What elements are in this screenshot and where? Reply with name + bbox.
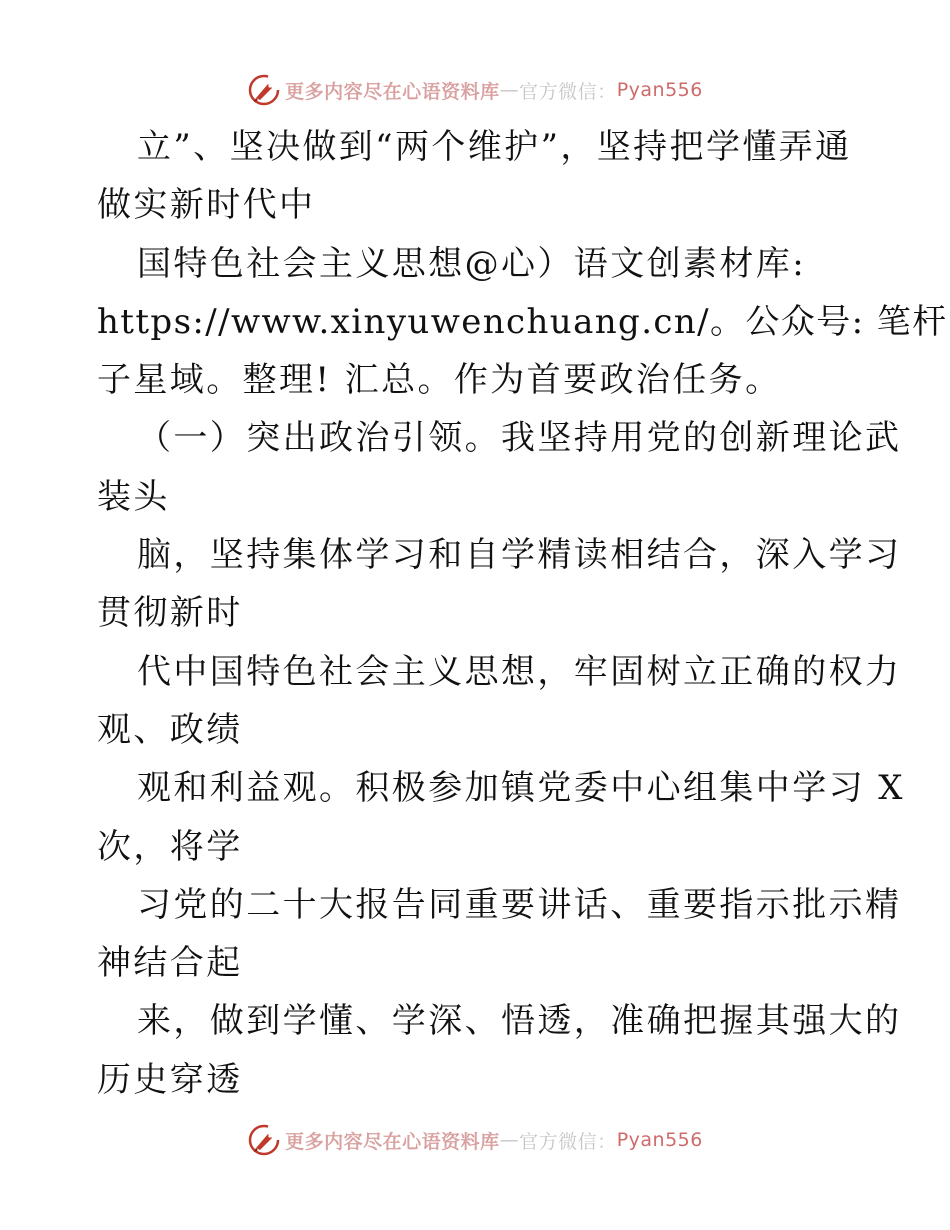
text-line: 做实新时代中 [97,185,316,226]
text-line: （一）突出政治引领。我坚持用党的创新理论武 [137,418,902,459]
text-line: 神结合起 [97,943,243,984]
text-line: 脑，坚持集体学习和自学精读相结合，深入学习 [137,535,902,576]
header-watermark [0,72,950,108]
pen-logo-icon [247,1123,281,1157]
pen-logo-icon [247,73,281,107]
text-line: 观和利益观。积极参加镇党委中心组集中学习 X [137,768,905,809]
text-line: 装头 [97,476,170,517]
watermark-wechat-id: Pyan556 [616,79,703,101]
footer-watermark [0,1122,950,1158]
watermark-contact: 官方微信： [519,80,617,103]
watermark-brand: 更多内容尽在心语资料库 [285,80,500,103]
text-line: 贯彻新时 [97,593,243,634]
text-line: 立”、坚决做到“两个维护”，坚持把学懂弄通 [137,127,852,167]
text-line: 历史穿透 [97,1059,243,1100]
text-line: 习党的二十大报告同重要讲话、重要指示批示精 [137,884,902,925]
watermark-separator: — [499,79,520,101]
watermark-contact: 官方微信： [519,1130,617,1153]
text-line: 观、政绩 [97,709,243,750]
watermark-brand: 更多内容尽在心语资料库 [285,1130,500,1153]
watermark-wechat-id: Pyan556 [616,1129,703,1151]
text-line: 次，将学 [97,826,243,867]
text-line: https://www.xinyuwenchuang.cn/。公众号: 笔杆 [97,301,948,342]
text-line: 国特色社会主义思想@心）语文创素材库: [137,243,807,284]
text-line: 来，做到学懂、学深、悟透，准确把握其强大的 [137,1001,902,1042]
text-line: 代中国特色社会主义思想，牢固树立正确的权力 [137,651,902,692]
text-line: 子星域。整理! 汇总。作为首要政治任务。 [97,360,782,401]
document-body [97,118,948,1109]
watermark-separator: — [499,1129,520,1151]
